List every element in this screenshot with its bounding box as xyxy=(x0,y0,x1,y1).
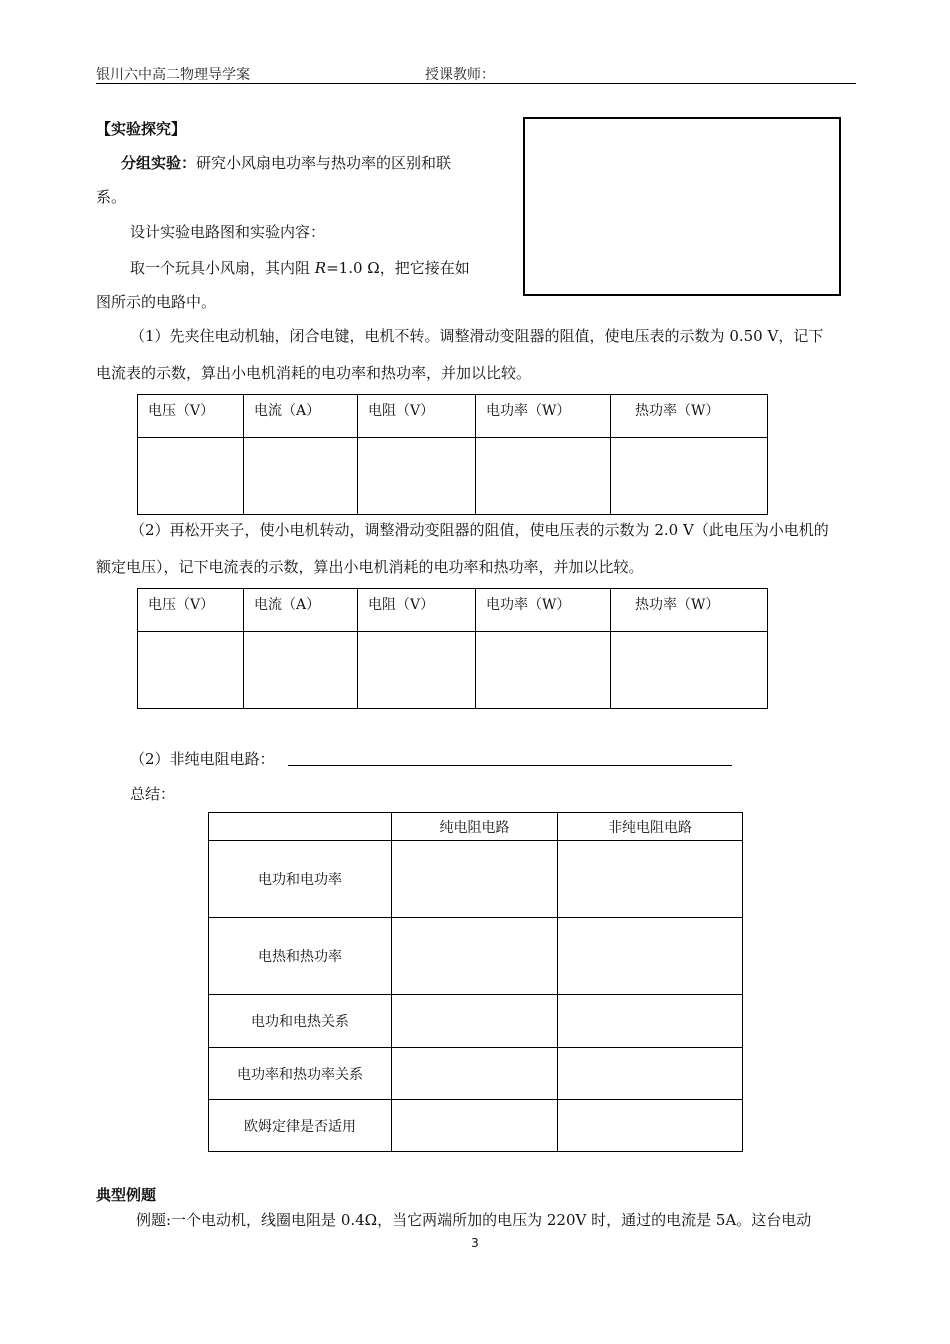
cell-electric-power[interactable] xyxy=(476,632,611,709)
col-resistance: 电阻（V） xyxy=(358,395,476,438)
summary-label: 总结： xyxy=(130,785,176,803)
summary-cell[interactable] xyxy=(558,995,743,1048)
example-title: 典型例题 xyxy=(96,1186,157,1204)
summary-cell[interactable] xyxy=(558,841,743,918)
measure-table-1 xyxy=(137,394,768,515)
resistance-variable: R xyxy=(314,259,327,277)
header-rule xyxy=(96,83,856,84)
col-thermal-power: 热功率（W） xyxy=(611,395,768,438)
experiment-label: 分组实验： xyxy=(121,154,197,172)
cell-resistance[interactable] xyxy=(358,632,476,709)
cell-current[interactable] xyxy=(244,438,358,515)
cell-thermal-power[interactable] xyxy=(611,438,768,515)
experiment-intro-line2: 系。 xyxy=(96,188,127,206)
summary-corner xyxy=(209,813,392,841)
page-number: 3 xyxy=(471,1236,479,1250)
step2-line2: 额定电压），记下电流表的示数，算出小电机消耗的电功率和热功率，并加以比较。 xyxy=(96,558,644,576)
experiment-intro-text: 研究小风扇电功率与热功率的区别和联 xyxy=(196,154,452,172)
experiment-intro-line1 xyxy=(121,153,451,173)
col-voltage: 电压（V） xyxy=(138,589,244,632)
summary-cell[interactable] xyxy=(558,918,743,995)
summary-row-label: 电功率和热功率关系 xyxy=(209,1048,392,1100)
col-voltage: 电压（V） xyxy=(138,395,244,438)
circuit-diagram-box xyxy=(523,117,841,296)
summary-cell[interactable] xyxy=(392,1100,558,1152)
example-text: 例题:一个电动机，线圈电阻是 0.4Ω，当它两端所加的电压为 220V 时，通过的电流是 5A。这台电动 xyxy=(136,1211,812,1229)
summary-cell[interactable] xyxy=(392,841,558,918)
step2-line1: （2）再松开夹子，使小电机转动，调整滑动变阻器的阻值，使电压表的示数为 2.0 V（此电压为小电机的 xyxy=(130,521,829,539)
col-thermal-power: 热功率（W） xyxy=(611,589,768,632)
summary-col-non-pure: 非纯电阻电路 xyxy=(558,813,743,841)
cell-thermal-power[interactable] xyxy=(611,632,768,709)
fan-line1 xyxy=(130,258,470,278)
cell-voltage[interactable] xyxy=(138,632,244,709)
col-current: 电流（A） xyxy=(244,589,358,632)
summary-cell[interactable] xyxy=(392,995,558,1048)
summary-row-label: 电功和电热关系 xyxy=(209,995,392,1048)
summary-cell[interactable] xyxy=(392,918,558,995)
header-left: 银川六中高二物理导学案 xyxy=(96,67,250,83)
cell-electric-power[interactable] xyxy=(476,438,611,515)
design-text: 设计实验电路图和实验内容： xyxy=(130,223,326,241)
summary-row-label: 电热和热功率 xyxy=(209,918,392,995)
summary-cell[interactable] xyxy=(558,1048,743,1100)
summary-col-pure: 纯电阻电路 xyxy=(392,813,558,841)
fan-line1-b: =1.0 Ω，把它接在如 xyxy=(326,259,470,277)
summary-row-label: 电功和电功率 xyxy=(209,841,392,918)
non-pure-label: （2）非纯电阻电路： xyxy=(130,750,275,768)
col-electric-power: 电功率（W） xyxy=(476,589,611,632)
summary-cell[interactable] xyxy=(392,1048,558,1100)
cell-voltage[interactable] xyxy=(138,438,244,515)
cell-current[interactable] xyxy=(244,632,358,709)
summary-row-label: 欧姆定律是否适用 xyxy=(209,1100,392,1152)
fan-line2: 图所示的电路中。 xyxy=(96,293,217,311)
section-title: 【实验探究】 xyxy=(96,120,187,138)
fill-in-blank[interactable] xyxy=(288,765,732,766)
cell-resistance[interactable] xyxy=(358,438,476,515)
summary-table xyxy=(208,812,743,1152)
fan-line1-a: 取一个玩具小风扇，其内阻 xyxy=(130,259,315,277)
col-resistance: 电阻（V） xyxy=(358,589,476,632)
col-current: 电流（A） xyxy=(244,395,358,438)
step1-line2: 电流表的示数，算出小电机消耗的电功率和热功率，并加以比较。 xyxy=(96,364,532,382)
step1-line1: （1）先夹住电动机轴，闭合电键，电机不转。调整滑动变阻器的阻值，使电压表的示数为 0.50 V，记下 xyxy=(130,327,824,345)
col-electric-power: 电功率（W） xyxy=(476,395,611,438)
measure-table-2 xyxy=(137,588,768,709)
summary-cell[interactable] xyxy=(558,1100,743,1152)
header-right: 授课教师： xyxy=(425,67,495,83)
